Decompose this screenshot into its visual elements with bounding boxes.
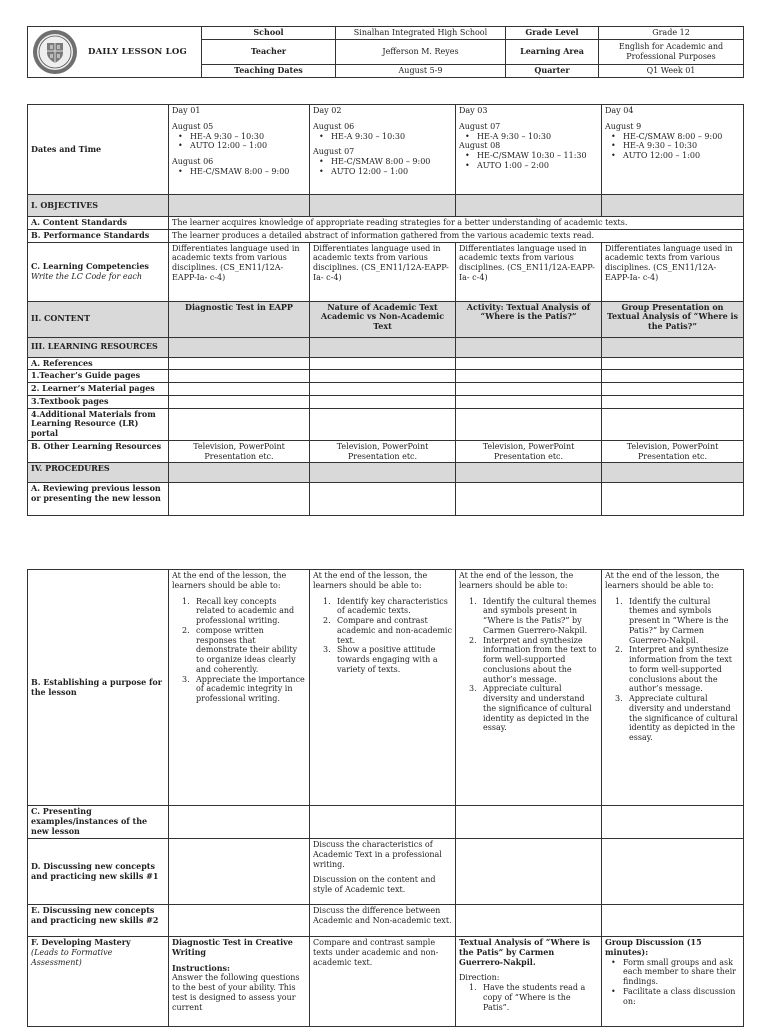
schedule-item: • HE-A 9:30 – 10:30 [178, 132, 306, 142]
tg-pages-label: 1.Teacher’s Guide pages [28, 370, 169, 383]
purpose-intro: At the end of the lesson, the learners should be able to: [172, 571, 287, 590]
day-cell [169, 105, 310, 195]
competencies-note: Write the LC Code for each [31, 271, 142, 281]
mastery-day2 [310, 937, 456, 1027]
purpose-item: compose written responses that demonstrate their ability to organize ideas clearly and coherently. [196, 625, 298, 674]
purpose-intro: At the end of the lesson, the learners should be able to: [459, 571, 574, 590]
content-standards-label: A. Content Standards [28, 217, 169, 230]
competency-text: Differentiates language used in academic texts from various disciplines. (CS_EN11/12A-EAPP-Ia- c-4) [169, 242, 310, 301]
textbook-pages-label: 3.Textbook pages [28, 395, 169, 408]
procedures-heading: IV. PROCEDURES [28, 463, 169, 483]
quarter-label: Quarter [506, 65, 599, 78]
purpose-item: Compare and contrast academic and non-academic text. [337, 616, 452, 645]
teacher-label: Teacher [202, 40, 336, 65]
references-label: A. References [28, 357, 169, 370]
purpose-item: Show a positive attitude towards engaging with a variety of texts. [337, 645, 438, 674]
competency-text: Differentiates language used in academic texts from various disciplines. (CS_EN11/12A-EAPP-Ia- c-4) [602, 242, 744, 301]
discussing2-label: E. Discussing new concepts and practicing new skills #2 [28, 905, 169, 937]
purpose-intro: At the end of the lesson, the learners should be able to: [605, 571, 720, 590]
mastery-title: Textual Analysis of “Where is the Patis” by Carmen Guerrero-Nakpil. [459, 937, 591, 967]
day-label: Day 04 [605, 106, 634, 115]
school-value: Sinalhan Integrated High School [336, 27, 506, 40]
purpose-item: Appreciate cultural diversity and understand the significance of cultural identity as depicted in the essay. [483, 684, 592, 733]
competency-text: Differentiates language used in academic texts from various disciplines. (CS_EN11/12A-EAPP-Ia- c-4) [310, 242, 456, 301]
discussing1-para: Discussion on the content and style of Academic text. [313, 875, 436, 894]
purpose-item: Identify the cultural themes and symbols present in “Where is the Patis?” by Carmen Guerrero-Nakpil. [483, 596, 597, 635]
performance-standards-label: B. Performance Standards [28, 229, 169, 242]
day-label: Day 02 [313, 106, 342, 115]
day-cell [310, 105, 456, 195]
mastery-instructions: Answer the following questions to the best of your ability. This test is designed to assess your current [172, 973, 300, 1012]
date-label: August 05 [172, 121, 214, 131]
competencies-label: C. Learning Competencies [31, 260, 149, 271]
learning-area-value: English for Academic and Professional Purposes [599, 40, 744, 65]
competency-text: Differentiates language used in academic texts from various disciplines. (CS_EN11/12A-EAPP-Ia- c-4) [456, 242, 602, 301]
schedule-item: • HE-C/SMAW 8:00 – 9:00 [319, 157, 452, 167]
purpose-item: Interpret and synthesize information from the text to form well-supported conclusions about the author’s message. [629, 645, 733, 694]
purpose-cell [310, 570, 456, 806]
date-label: August 06 [313, 121, 355, 131]
mastery-label: F. Developing Mastery [31, 937, 131, 947]
content-topic: Diagnostic Test in EAPP [169, 301, 310, 337]
lesson-plan-table-2 [27, 569, 744, 1027]
schedule-item: • AUTO 1:00 – 2:00 [465, 161, 598, 171]
purpose-item: Appreciate the importance of academic integrity in professional writing. [196, 674, 305, 703]
quarter-value: Q1 Week 01 [599, 65, 744, 78]
purpose-cell [602, 570, 744, 806]
other-resources-text: Television, PowerPoint Presentation etc. [169, 440, 310, 463]
mastery-instructions-label: Instructions: [172, 962, 231, 973]
schedule-item: • HE-C/SMAW 8:00 – 9:00 [178, 167, 306, 177]
schedule-item: • HE-C/SMAW 8:00 – 9:00 [611, 132, 740, 142]
discussing1-text [310, 839, 456, 905]
day-label: Day 01 [172, 106, 201, 115]
mastery-item: Have the students read a copy of “Where is the Patis”. [483, 983, 586, 1012]
date-label: August 06 [172, 157, 214, 166]
purpose-item: Appreciate cultural diversity and understand the significance of cultural identity as depicted in the essay. [629, 694, 738, 742]
purpose-item: Interpret and synthesize information from the text to form well-supported conclusions about the author’s message. [483, 635, 597, 684]
learning-area-label: Learning Area [506, 40, 599, 65]
lesson-plan-table-1 [27, 104, 744, 516]
mastery-title: Group Discussion (15 minutes): [605, 937, 702, 957]
resources-heading: III. LEARNING RESOURCES [28, 337, 169, 357]
dates-time-label: Dates and Time [28, 105, 169, 195]
mastery-text: Compare and contrast sample texts under academic and non-academic text. [313, 938, 439, 967]
reviewing-label: A. Reviewing previous lesson or presenting the new lesson [28, 483, 169, 516]
grade-label: Grade Level [506, 27, 599, 40]
discussing2-text: Discuss the difference between Academic and Non-academic text. [310, 905, 456, 937]
date-label: August 07 [313, 147, 355, 157]
school-seal-icon [32, 29, 78, 75]
date-label: August 08 [459, 141, 501, 151]
additional-materials-label: 4.Additional Materials from Learning Resource (LR) portal [28, 408, 169, 440]
discussing1-para: Discuss the characteristics of Academic Text in a professional writing. [313, 840, 442, 869]
logo-title-cell [28, 27, 202, 78]
content-standards-text: The learner acquires knowledge of appropriate reading strategies for a better understanding of academic texts. [169, 217, 744, 230]
header-table [27, 26, 744, 78]
teaching-dates-label: Teaching Dates [202, 65, 336, 78]
content-heading: II. CONTENT [28, 301, 169, 337]
performance-standards-text: The learner produces a detailed abstract of information gathered from the various academic texts read. [169, 229, 744, 242]
schedule-item: • AUTO 12:00 – 1:00 [178, 141, 306, 151]
mastery-note: (Leads to Formative Assessment) [31, 947, 113, 967]
other-resources-text: Television, PowerPoint Presentation etc. [456, 440, 602, 463]
teacher-value: Jefferson M. Reyes [336, 40, 506, 65]
presenting-label: C. Presenting examples/instances of the new lesson [28, 806, 169, 839]
purpose-cell [456, 570, 602, 806]
other-resources-text: Television, PowerPoint Presentation etc. [602, 440, 744, 463]
document-title: DAILY LESSON LOG [88, 46, 187, 57]
mastery-title: Diagnostic Test in Creative Writing [172, 937, 293, 957]
content-topic: Group Presentation on Textual Analysis of “Where is the Patis?” [602, 301, 744, 337]
purpose-item: Recall key concepts related to academic and professional writing. [196, 596, 295, 625]
lm-pages-label: 2. Learner’s Material pages [28, 383, 169, 396]
day-label: Day 03 [459, 106, 488, 115]
mastery-day3 [456, 937, 602, 1027]
discussing1-label: D. Discussing new concepts and practicing new skills #1 [28, 839, 169, 905]
objectives-heading: I. OBJECTIVES [28, 195, 169, 217]
schedule-item: • AUTO 12:00 – 1:00 [319, 167, 452, 177]
schedule-item: • AUTO 12:00 – 1:00 [611, 151, 740, 161]
competencies-cell [28, 242, 169, 301]
schedule-item: • HE-A 9:30 – 10:30 [465, 132, 598, 142]
schedule-item: • HE-A 9:30 – 10:30 [611, 141, 740, 151]
mastery-item: • Facilitate a class discussion on: [611, 987, 740, 1007]
purpose-item: Identify the cultural themes and symbols present in “Where is the Patis?” by Carmen Guerrero-Nakpil. [629, 596, 729, 645]
dates-row [28, 105, 744, 195]
mastery-item: • Form small groups and ask each member to share their findings. [611, 958, 740, 987]
day-cell [456, 105, 602, 195]
purpose-cell [169, 570, 310, 806]
schedule-item: • HE-A 9:30 – 10:30 [319, 132, 452, 142]
purpose-item: Identify key characteristics of academic texts. [337, 596, 448, 616]
day-cell [602, 105, 744, 195]
mastery-day4 [602, 937, 744, 1027]
content-topic: Nature of Academic Text Academic vs Non-Academic Text [310, 301, 456, 337]
grade-value: Grade 12 [599, 27, 744, 40]
date-label: August 9 [605, 121, 642, 131]
purpose-intro: At the end of the lesson, the learners should be able to: [313, 571, 428, 590]
content-topic: Activity: Textual Analysis of “Where is the Patis?” [456, 301, 602, 337]
mastery-cell [28, 937, 169, 1027]
date-label: August 07 [459, 121, 501, 131]
other-resources-label: B. Other Learning Resources [28, 440, 169, 463]
other-resources-text: Television, PowerPoint Presentation etc. [310, 440, 456, 463]
schedule-item: • HE-C/SMAW 10:30 – 11:30 [465, 151, 598, 161]
teaching-dates-value: August 5-9 [336, 65, 506, 78]
mastery-direction: Direction: [459, 973, 500, 983]
mastery-day1 [169, 937, 310, 1027]
school-label: School [202, 27, 336, 40]
purpose-label: B. Establishing a purpose for the lesson [28, 570, 169, 806]
